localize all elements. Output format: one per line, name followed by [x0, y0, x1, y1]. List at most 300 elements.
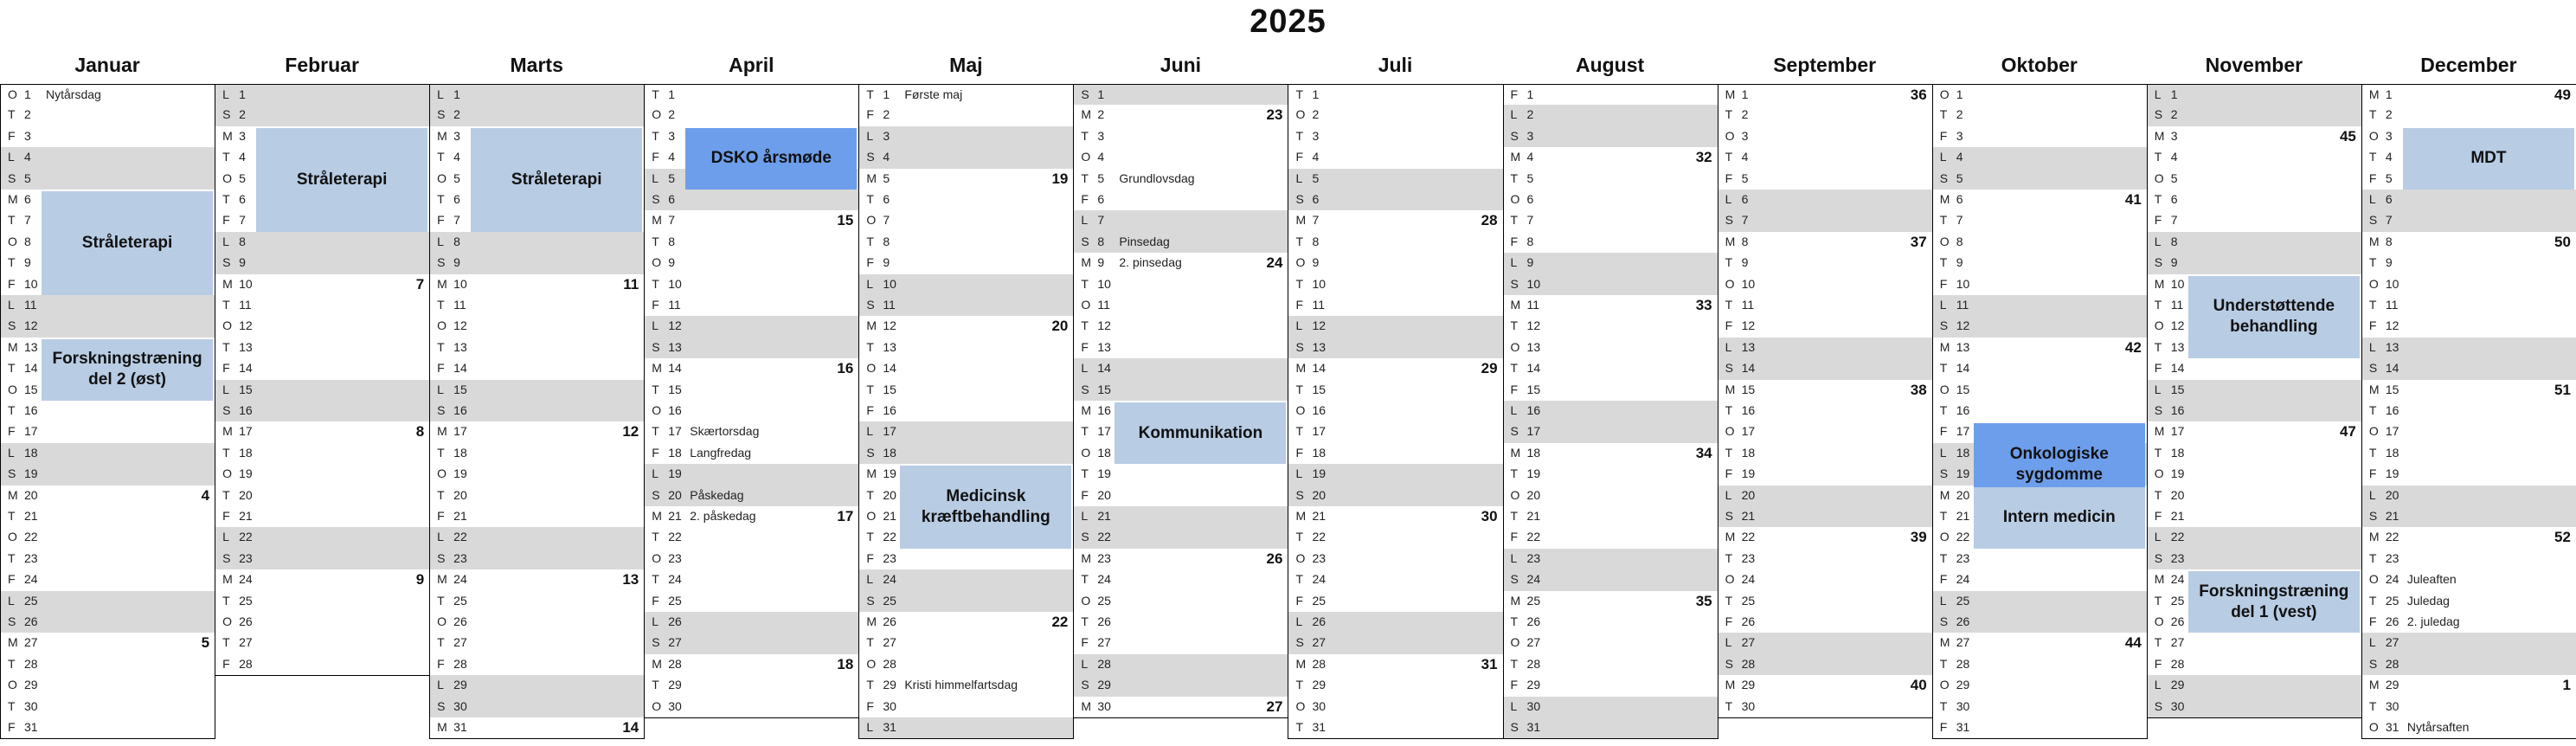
day-cell[interactable] — [1718, 169, 1933, 190]
day-cell[interactable] — [2361, 549, 2576, 570]
day-cell[interactable] — [215, 591, 430, 613]
day-cell[interactable] — [429, 84, 645, 106]
day-cell[interactable] — [1288, 126, 1503, 148]
day-cell[interactable] — [644, 338, 859, 359]
day-cell[interactable] — [2147, 443, 2362, 465]
day-cell[interactable] — [644, 316, 859, 338]
day-cell[interactable] — [0, 421, 215, 443]
day-cell[interactable] — [858, 338, 1074, 359]
day-cell[interactable] — [858, 232, 1074, 254]
day-cell[interactable] — [0, 654, 215, 676]
day-cell[interactable] — [644, 253, 859, 274]
day-cell[interactable] — [2147, 210, 2362, 232]
day-cell[interactable] — [1288, 654, 1503, 676]
day-cell[interactable] — [1932, 569, 2148, 591]
day-cell[interactable] — [0, 84, 215, 106]
day-cell[interactable] — [215, 612, 430, 633]
day-cell[interactable] — [0, 633, 215, 654]
day-cell[interactable] — [1073, 338, 1288, 359]
day-cell[interactable] — [1288, 295, 1503, 317]
day-cell[interactable] — [644, 675, 859, 697]
day-cell[interactable] — [2147, 358, 2362, 380]
day-cell[interactable] — [1718, 295, 1933, 317]
day-cell[interactable] — [644, 295, 859, 317]
day-cell[interactable] — [1288, 401, 1503, 422]
day-cell[interactable] — [429, 443, 645, 465]
day-cell[interactable] — [1288, 675, 1503, 697]
day-cell[interactable] — [644, 464, 859, 486]
event-block[interactable]: Medicinsk kræftbehandling — [900, 466, 1071, 549]
day-cell[interactable] — [1073, 232, 1288, 254]
day-cell[interactable] — [1503, 169, 1718, 190]
day-cell[interactable] — [1718, 527, 1933, 549]
day-cell[interactable] — [1073, 147, 1288, 169]
day-cell[interactable] — [0, 169, 215, 190]
day-cell[interactable] — [1288, 147, 1503, 169]
day-cell[interactable] — [1288, 169, 1503, 190]
day-cell[interactable] — [0, 443, 215, 465]
day-cell[interactable] — [1288, 105, 1503, 126]
day-cell[interactable] — [1932, 401, 2148, 422]
event-block[interactable]: Stråleterapi — [256, 128, 427, 232]
day-cell[interactable] — [644, 506, 859, 528]
day-cell[interactable] — [0, 105, 215, 126]
day-cell[interactable] — [429, 253, 645, 274]
day-cell[interactable] — [1718, 486, 1933, 507]
day-cell[interactable] — [1073, 358, 1288, 380]
day-cell[interactable] — [1932, 232, 2148, 254]
day-cell[interactable] — [644, 527, 859, 549]
day-cell[interactable] — [1932, 316, 2148, 338]
day-cell[interactable] — [1932, 105, 2148, 126]
day-cell[interactable] — [1073, 84, 1288, 106]
day-cell[interactable] — [2147, 190, 2362, 211]
day-cell[interactable] — [1073, 316, 1288, 338]
day-cell[interactable] — [2361, 591, 2576, 613]
day-cell[interactable] — [1718, 569, 1933, 591]
day-cell[interactable] — [1503, 675, 1718, 697]
day-cell[interactable] — [1288, 464, 1503, 486]
day-cell[interactable] — [429, 338, 645, 359]
day-cell[interactable] — [215, 274, 430, 296]
day-cell[interactable] — [1503, 569, 1718, 591]
day-cell[interactable] — [2361, 190, 2576, 211]
day-cell[interactable] — [1503, 591, 1718, 613]
day-cell[interactable] — [644, 549, 859, 570]
day-cell[interactable] — [1288, 210, 1503, 232]
day-cell[interactable] — [1503, 380, 1718, 402]
day-cell[interactable] — [1503, 210, 1718, 232]
day-cell[interactable] — [2361, 253, 2576, 274]
day-cell[interactable] — [1503, 295, 1718, 317]
day-cell[interactable] — [858, 401, 1074, 422]
day-cell[interactable] — [1503, 527, 1718, 549]
day-cell[interactable] — [1073, 654, 1288, 676]
day-cell[interactable] — [2147, 486, 2362, 507]
day-cell[interactable] — [1503, 464, 1718, 486]
day-cell[interactable] — [1073, 253, 1288, 274]
day-cell[interactable] — [1288, 232, 1503, 254]
day-cell[interactable] — [2361, 210, 2576, 232]
day-cell[interactable] — [215, 549, 430, 570]
event-block[interactable]: Intern medicin — [1974, 487, 2145, 549]
day-cell[interactable] — [2361, 401, 2576, 422]
day-cell[interactable] — [0, 506, 215, 528]
day-cell[interactable] — [858, 126, 1074, 148]
day-cell[interactable] — [2361, 654, 2576, 676]
day-cell[interactable] — [644, 105, 859, 126]
event-block[interactable]: DSKO årsmøde — [685, 128, 857, 190]
day-cell[interactable] — [2361, 697, 2576, 718]
day-cell[interactable] — [429, 675, 645, 697]
day-cell[interactable] — [1932, 697, 2148, 718]
day-cell[interactable] — [858, 84, 1074, 106]
day-cell[interactable] — [1073, 486, 1288, 507]
day-cell[interactable] — [1503, 717, 1718, 739]
day-cell[interactable] — [1503, 274, 1718, 296]
day-cell[interactable] — [215, 443, 430, 465]
day-cell[interactable] — [0, 549, 215, 570]
day-cell[interactable] — [1932, 295, 2148, 317]
day-cell[interactable] — [858, 569, 1074, 591]
day-cell[interactable] — [1718, 401, 1933, 422]
day-cell[interactable] — [429, 612, 645, 633]
day-cell[interactable] — [1718, 421, 1933, 443]
day-cell[interactable] — [1288, 316, 1503, 338]
day-cell[interactable] — [644, 274, 859, 296]
day-cell[interactable] — [429, 295, 645, 317]
day-cell[interactable] — [1503, 443, 1718, 465]
day-cell[interactable] — [215, 486, 430, 507]
day-cell[interactable] — [1932, 253, 2148, 274]
day-cell[interactable] — [1718, 654, 1933, 676]
day-cell[interactable] — [1932, 358, 2148, 380]
day-cell[interactable] — [1288, 527, 1503, 549]
day-cell[interactable] — [0, 486, 215, 507]
day-cell[interactable] — [2147, 421, 2362, 443]
day-cell[interactable] — [1073, 190, 1288, 211]
day-cell[interactable] — [1503, 612, 1718, 633]
day-cell[interactable] — [2147, 654, 2362, 676]
day-cell[interactable] — [1932, 274, 2148, 296]
day-cell[interactable] — [2147, 232, 2362, 254]
day-cell[interactable] — [1073, 591, 1288, 613]
day-cell[interactable] — [1288, 633, 1503, 654]
day-cell[interactable] — [2147, 401, 2362, 422]
day-cell[interactable] — [1932, 633, 2148, 654]
day-cell[interactable] — [1288, 84, 1503, 106]
day-cell[interactable] — [429, 358, 645, 380]
day-cell[interactable] — [429, 316, 645, 338]
day-cell[interactable] — [2147, 464, 2362, 486]
day-cell[interactable] — [1718, 464, 1933, 486]
day-cell[interactable] — [644, 401, 859, 422]
day-cell[interactable] — [858, 421, 1074, 443]
day-cell[interactable] — [429, 527, 645, 549]
day-cell[interactable] — [1503, 232, 1718, 254]
day-cell[interactable] — [429, 464, 645, 486]
day-cell[interactable] — [1503, 401, 1718, 422]
day-cell[interactable] — [429, 380, 645, 402]
day-cell[interactable] — [1932, 190, 2148, 211]
day-cell[interactable] — [1718, 633, 1933, 654]
day-cell[interactable] — [644, 591, 859, 613]
day-cell[interactable] — [1718, 697, 1933, 718]
day-cell[interactable] — [1288, 358, 1503, 380]
day-cell[interactable] — [2361, 633, 2576, 654]
day-cell[interactable] — [858, 612, 1074, 633]
day-cell[interactable] — [2361, 464, 2576, 486]
day-cell[interactable] — [644, 443, 859, 465]
day-cell[interactable] — [858, 190, 1074, 211]
day-cell[interactable] — [1503, 338, 1718, 359]
day-cell[interactable] — [644, 84, 859, 106]
day-cell[interactable] — [2361, 338, 2576, 359]
day-cell[interactable] — [2147, 633, 2362, 654]
day-cell[interactable] — [644, 569, 859, 591]
day-cell[interactable] — [215, 654, 430, 676]
day-cell[interactable] — [2361, 380, 2576, 402]
day-cell[interactable] — [1073, 380, 1288, 402]
day-cell[interactable] — [1073, 295, 1288, 317]
day-cell[interactable] — [215, 401, 430, 422]
day-cell[interactable] — [0, 527, 215, 549]
day-cell[interactable] — [858, 358, 1074, 380]
day-cell[interactable] — [215, 338, 430, 359]
day-cell[interactable] — [1503, 697, 1718, 718]
day-cell[interactable] — [1718, 274, 1933, 296]
day-cell[interactable] — [215, 358, 430, 380]
day-cell[interactable] — [429, 591, 645, 613]
day-cell[interactable] — [1073, 527, 1288, 549]
day-cell[interactable] — [1932, 169, 2148, 190]
day-cell[interactable] — [0, 697, 215, 718]
day-cell[interactable] — [1288, 612, 1503, 633]
day-cell[interactable] — [429, 486, 645, 507]
day-cell[interactable] — [858, 105, 1074, 126]
event-block[interactable]: Stråleterapi — [471, 128, 642, 232]
day-cell[interactable] — [1288, 697, 1503, 718]
day-cell[interactable] — [215, 316, 430, 338]
day-cell[interactable] — [1073, 126, 1288, 148]
day-cell[interactable] — [1718, 612, 1933, 633]
day-cell[interactable] — [429, 506, 645, 528]
day-cell[interactable] — [1718, 147, 1933, 169]
day-cell[interactable] — [1073, 612, 1288, 633]
day-cell[interactable] — [1288, 338, 1503, 359]
day-cell[interactable] — [858, 169, 1074, 190]
day-cell[interactable] — [1073, 675, 1288, 697]
day-cell[interactable] — [1718, 549, 1933, 570]
day-cell[interactable] — [2361, 612, 2576, 633]
day-cell[interactable] — [2361, 717, 2576, 739]
day-cell[interactable] — [2147, 169, 2362, 190]
day-cell[interactable] — [2147, 527, 2362, 549]
day-cell[interactable] — [215, 506, 430, 528]
day-cell[interactable] — [1288, 717, 1503, 739]
day-cell[interactable] — [644, 697, 859, 718]
day-cell[interactable] — [215, 569, 430, 591]
event-block[interactable]: Understøttende behandling — [2188, 276, 2360, 359]
day-cell[interactable] — [1073, 210, 1288, 232]
day-cell[interactable] — [1718, 232, 1933, 254]
day-cell[interactable] — [1932, 591, 2148, 613]
day-cell[interactable] — [1288, 380, 1503, 402]
day-cell[interactable] — [1718, 675, 1933, 697]
day-cell[interactable] — [1718, 380, 1933, 402]
day-cell[interactable] — [2361, 84, 2576, 106]
day-cell[interactable] — [1073, 549, 1288, 570]
day-cell[interactable] — [429, 654, 645, 676]
day-cell[interactable] — [1073, 506, 1288, 528]
day-cell[interactable] — [1073, 169, 1288, 190]
day-cell[interactable] — [1503, 421, 1718, 443]
day-cell[interactable] — [858, 380, 1074, 402]
day-cell[interactable] — [2147, 253, 2362, 274]
day-cell[interactable] — [0, 126, 215, 148]
day-cell[interactable] — [429, 274, 645, 296]
day-cell[interactable] — [0, 464, 215, 486]
day-cell[interactable] — [2361, 675, 2576, 697]
day-cell[interactable] — [2361, 316, 2576, 338]
day-cell[interactable] — [2361, 443, 2576, 465]
day-cell[interactable] — [858, 210, 1074, 232]
day-cell[interactable] — [1718, 358, 1933, 380]
day-cell[interactable] — [429, 232, 645, 254]
day-cell[interactable] — [1288, 190, 1503, 211]
day-cell[interactable] — [858, 675, 1074, 697]
day-cell[interactable] — [2147, 697, 2362, 718]
day-cell[interactable] — [0, 717, 215, 739]
day-cell[interactable] — [1718, 190, 1933, 211]
day-cell[interactable] — [1503, 147, 1718, 169]
day-cell[interactable] — [858, 591, 1074, 613]
day-cell[interactable] — [1288, 549, 1503, 570]
day-cell[interactable] — [2147, 147, 2362, 169]
day-cell[interactable] — [1932, 147, 2148, 169]
day-cell[interactable] — [644, 358, 859, 380]
day-cell[interactable] — [644, 654, 859, 676]
day-cell[interactable] — [0, 591, 215, 613]
day-cell[interactable] — [2361, 527, 2576, 549]
day-cell[interactable] — [2147, 380, 2362, 402]
day-cell[interactable] — [2147, 84, 2362, 106]
event-block[interactable]: Forskningstræning del 1 (vest) — [2188, 571, 2360, 633]
day-cell[interactable] — [858, 697, 1074, 718]
day-cell[interactable] — [429, 633, 645, 654]
day-cell[interactable] — [1503, 105, 1718, 126]
day-cell[interactable] — [858, 549, 1074, 570]
day-cell[interactable] — [0, 675, 215, 697]
day-cell[interactable] — [1288, 274, 1503, 296]
day-cell[interactable] — [1503, 126, 1718, 148]
day-cell[interactable] — [644, 190, 859, 211]
day-cell[interactable] — [215, 84, 430, 106]
day-cell[interactable] — [644, 380, 859, 402]
day-cell[interactable] — [1503, 486, 1718, 507]
day-cell[interactable] — [1718, 591, 1933, 613]
day-cell[interactable] — [1073, 464, 1288, 486]
day-cell[interactable] — [1718, 253, 1933, 274]
day-cell[interactable] — [644, 633, 859, 654]
day-cell[interactable] — [429, 401, 645, 422]
day-cell[interactable] — [0, 147, 215, 169]
day-cell[interactable] — [215, 232, 430, 254]
day-cell[interactable] — [1503, 654, 1718, 676]
day-cell[interactable] — [1288, 443, 1503, 465]
day-cell[interactable] — [2361, 105, 2576, 126]
day-cell[interactable] — [1288, 591, 1503, 613]
day-cell[interactable] — [429, 717, 645, 739]
day-cell[interactable] — [1503, 506, 1718, 528]
day-cell[interactable] — [215, 380, 430, 402]
day-cell[interactable] — [1932, 549, 2148, 570]
day-cell[interactable] — [644, 486, 859, 507]
day-cell[interactable] — [1073, 697, 1288, 718]
day-cell[interactable] — [1932, 126, 2148, 148]
day-cell[interactable] — [858, 654, 1074, 676]
event-block[interactable]: Kommunikation — [1115, 402, 1286, 464]
day-cell[interactable] — [0, 316, 215, 338]
day-cell[interactable] — [2147, 675, 2362, 697]
day-cell[interactable] — [215, 421, 430, 443]
event-block[interactable]: Onkologiske sygdomme — [1974, 423, 2145, 506]
day-cell[interactable] — [1932, 210, 2148, 232]
day-cell[interactable] — [429, 549, 645, 570]
day-cell[interactable] — [644, 232, 859, 254]
day-cell[interactable] — [858, 295, 1074, 317]
day-cell[interactable] — [0, 295, 215, 317]
day-cell[interactable] — [858, 443, 1074, 465]
day-cell[interactable] — [2361, 486, 2576, 507]
day-cell[interactable] — [644, 612, 859, 633]
day-cell[interactable] — [1503, 84, 1718, 106]
day-cell[interactable] — [858, 633, 1074, 654]
day-cell[interactable] — [1932, 84, 2148, 106]
day-cell[interactable] — [429, 569, 645, 591]
day-cell[interactable] — [858, 316, 1074, 338]
day-cell[interactable] — [2361, 358, 2576, 380]
day-cell[interactable] — [2147, 506, 2362, 528]
day-cell[interactable] — [215, 464, 430, 486]
day-cell[interactable] — [1718, 338, 1933, 359]
day-cell[interactable] — [1503, 190, 1718, 211]
day-cell[interactable] — [858, 253, 1074, 274]
day-cell[interactable] — [1718, 210, 1933, 232]
day-cell[interactable] — [1718, 316, 1933, 338]
day-cell[interactable] — [0, 401, 215, 422]
day-cell[interactable] — [1932, 717, 2148, 739]
day-cell[interactable] — [215, 253, 430, 274]
day-cell[interactable] — [858, 274, 1074, 296]
day-cell[interactable] — [1288, 569, 1503, 591]
day-cell[interactable] — [858, 147, 1074, 169]
day-cell[interactable] — [1503, 633, 1718, 654]
day-cell[interactable] — [1288, 253, 1503, 274]
day-cell[interactable] — [1503, 358, 1718, 380]
day-cell[interactable] — [0, 569, 215, 591]
day-cell[interactable] — [2361, 295, 2576, 317]
day-cell[interactable] — [2361, 569, 2576, 591]
day-cell[interactable] — [644, 421, 859, 443]
day-cell[interactable] — [1932, 338, 2148, 359]
day-cell[interactable] — [215, 105, 430, 126]
day-cell[interactable] — [2147, 126, 2362, 148]
day-cell[interactable] — [1718, 105, 1933, 126]
day-cell[interactable] — [215, 527, 430, 549]
day-cell[interactable] — [1932, 380, 2148, 402]
day-cell[interactable] — [1503, 253, 1718, 274]
